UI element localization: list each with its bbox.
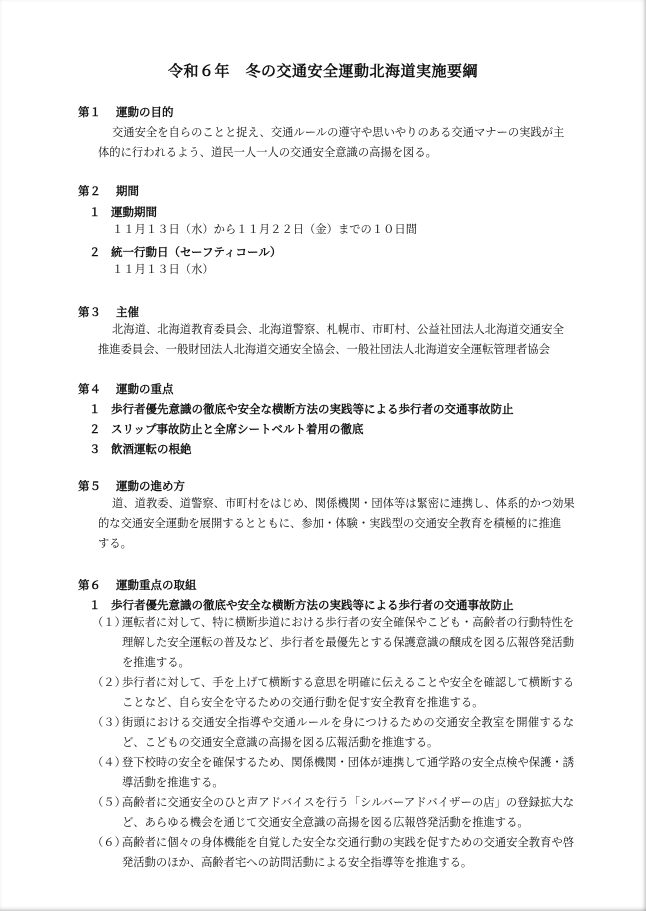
section-1-line-2: 体的に行われるよう、道民一人一人の交通安全意識の高揚を図る。 (98, 146, 437, 159)
section-3-line-1: 北海道、北海道教育委員会、北海道警察、札幌市、市町村、公益社団法人北海道交通安全 (112, 323, 564, 336)
section-1-line-1: 交通安全を自らのことと捉え、交通ルールの遵守や思いやりのある交通マナーの実践が主 (112, 126, 565, 139)
section-2-item-1: １ 運動期間 (89, 205, 157, 219)
section-6-item-1: １ 歩行者優先意識の徹底や安全な横断方法の実践等による歩行者の交通事故防止 (89, 598, 514, 612)
section-title: 期間 (116, 184, 139, 198)
section-2-item-2-text: １１月１３日（水） (112, 263, 214, 276)
measure-4: （４） 登下校時の安全を確保するため、関係機関・団体が連携して通学路の安全点検や保護・誘導活動を推進する。 (92, 756, 574, 789)
section-4-item-3: ３ 飲酒運転の根絶 (89, 442, 192, 456)
section-6-heading (78, 577, 197, 593)
measure-2: （２） 歩行者に対して、手を上げて横断する意思を明確に伝えることや安全を確認して横断することなど、自ら安全を守るための交通行動を促す安全教育を推進する。 (92, 676, 574, 709)
section-number: 第５ (78, 479, 101, 493)
measure-3: （３） 街頭における交通安全指導や交通ルールを身につけるための交通安全教室を開催するなど、こどもの交通安全意識の高揚を図る広報活動を推進する。 (92, 716, 574, 749)
document-title: 令和６年 冬の交通安全運動北海道実施要綱 (167, 62, 478, 80)
measure-5: （５） 高齢者に交通安全のひと声アドバイスを行う「シルバーアドバイザーの店」の登録拡大など、あらゆる機会を通じて交通安全意識の高揚を図る広報啓発活動を推進する。 (92, 796, 574, 829)
section-number: 第４ (78, 382, 101, 396)
measure-6: （６） 高齢者に個々の身体機能を自覚した安全な交通行動の実践を促すための交通安全教育や啓発活動のほか、高齢者宅への訪問活動による安全指導等を推進する。 (92, 836, 574, 869)
section-title: 運動の進め方 (116, 479, 185, 493)
section-title: 運動重点の取組 (116, 578, 197, 592)
section-4-heading (78, 381, 174, 397)
section-5-heading (78, 478, 185, 494)
section-number: 第２ (78, 184, 101, 198)
section-number: 第３ (78, 305, 101, 319)
section-2-item-2: ２ 統一行動日（セーフティコール） (89, 245, 282, 259)
section-1-heading (78, 104, 174, 120)
section-number: 第１ (78, 105, 101, 119)
measure-1: （１） 運転者に対して、特に横断歩道における歩行者の安全確保やこども・高齢者の行動特性を理解した安全運転の普及など、歩行者を最優先とする保護意識の醸成を図る広報啓発活動を推進する。 (92, 616, 574, 669)
section-number: 第６ (78, 578, 101, 592)
section-5-line-3: する。 (98, 537, 132, 550)
section-5-line-2: 的な交通安全運動を展開するとともに、参加・体験・実践型の交通安全教育を積極的に推進 (98, 517, 562, 530)
section-2-item-1-text: １１月１３日（水）から１１月２２日（金）までの１０日間 (112, 223, 418, 236)
section-title: 運動の重点 (116, 382, 174, 396)
section-4-item-1: １ 歩行者優先意識の徹底や安全な横断方法の実践等による歩行者の交通事故防止 (89, 402, 514, 416)
section-4-item-2: ２ スリップ事故防止と全席シートベルト着用の徹底 (89, 422, 364, 436)
section-title: 運動の目的 (116, 105, 174, 119)
section-title: 主催 (116, 305, 139, 319)
section-5-line-1: 道、道教委、道警察、市町村をはじめ、関係機関・団体等は緊密に連携し、体系的かつ効果 (112, 497, 575, 510)
section-3-line-2: 推進委員会、一般財団法人北海道交通安全協会、一般社団法人北海道安全運転管理者協会 (98, 343, 550, 356)
section-3-heading (78, 304, 139, 320)
section-2-heading (78, 183, 139, 199)
